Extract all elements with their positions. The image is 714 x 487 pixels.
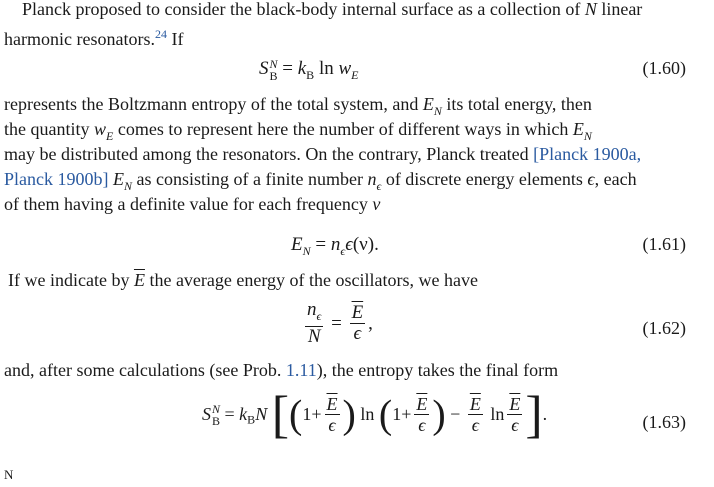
- denominator: ϵ: [418, 415, 426, 435]
- ln-operator: ln: [490, 404, 505, 424]
- one: 1: [302, 404, 312, 424]
- text: comes to represent here the number of different ways in which: [113, 119, 573, 139]
- fraction: [468, 394, 483, 435]
- sub: B: [247, 412, 256, 427]
- text: harmonic resonators.: [4, 29, 155, 49]
- sub: ϵ: [376, 179, 382, 193]
- left-bracket: [: [271, 386, 290, 444]
- text: , each: [594, 169, 637, 189]
- problem-1-11-link[interactable]: 1.11: [285, 360, 317, 380]
- paragraph-1-line-2: [4, 22, 686, 52]
- text: as consisting of a finite number: [136, 169, 368, 189]
- equation-1-60: [0, 56, 714, 96]
- fraction: [325, 394, 340, 435]
- equation-number: (1.63): [642, 412, 686, 432]
- text: of them having a definite value for each frequency: [4, 194, 373, 214]
- equation-1-61: [0, 232, 714, 272]
- text: the average energy of the oscillators, we have: [149, 270, 478, 290]
- equals-sign: =: [331, 313, 342, 334]
- left-paren: (: [289, 391, 303, 437]
- entropy-symbol: S: [259, 58, 269, 79]
- equation-1-60-body: [259, 56, 359, 88]
- denominator: ϵ: [471, 415, 479, 435]
- sub: E: [351, 68, 359, 82]
- nu-symbol: ν: [372, 194, 381, 214]
- equals-sign: =: [224, 404, 235, 424]
- sub: ϵ: [340, 244, 346, 258]
- text: its total energy, then: [441, 94, 592, 114]
- E-symbol: E: [422, 94, 434, 114]
- left-paren: (: [378, 391, 393, 437]
- E-symbol: E: [291, 234, 303, 255]
- ln-operator: ln: [360, 404, 375, 424]
- fraction: [507, 394, 522, 435]
- text: represents the Boltzmann entropy of the total system, and: [4, 94, 423, 114]
- right-paren: ): [342, 391, 356, 437]
- sub-sup: [212, 403, 220, 427]
- sub: B: [269, 69, 278, 83]
- denominator: ϵ: [353, 323, 362, 344]
- citation-planck-1900a-link[interactable]: Planck 1900a: [539, 144, 637, 164]
- numerator: $\overline{E}$: [469, 394, 481, 414]
- equation-number: (1.62): [642, 318, 686, 338]
- variable-N: N: [584, 0, 597, 19]
- sup: N: [212, 401, 221, 416]
- sub: B: [306, 68, 315, 82]
- paragraph-4-line-1: [4, 358, 686, 383]
- sup: N: [269, 57, 278, 71]
- equation-1-63: [0, 386, 714, 452]
- paragraph-2-line-5: [4, 192, 686, 217]
- text: Planck proposed to consider the black-body internal surface as a collection of: [22, 0, 581, 19]
- sub: B: [212, 413, 221, 428]
- denominator: ϵ: [328, 415, 336, 435]
- sub-sup: [270, 58, 278, 82]
- equation-number: (1.61): [642, 234, 686, 254]
- text: If: [171, 29, 184, 49]
- w-symbol: w: [338, 58, 352, 79]
- N-symbol: N: [255, 404, 268, 424]
- equals-sign: =: [315, 234, 327, 255]
- period: .: [542, 404, 548, 424]
- w-symbol: w: [93, 119, 106, 139]
- denominator: ϵ: [511, 415, 519, 435]
- n-symbol: n: [330, 234, 341, 255]
- text: ), the entropy takes the final form: [316, 360, 559, 380]
- cut-off-text: N: [4, 467, 14, 482]
- text: may be distributed among the resonators. On the contrary, Planck treated: [4, 144, 534, 164]
- plus-sign: +: [401, 404, 412, 424]
- sub: N: [433, 104, 442, 118]
- sub: N: [124, 179, 133, 193]
- boltzmann-k: k: [297, 58, 307, 79]
- equals-sign: =: [282, 58, 293, 79]
- text: of discrete energy elements: [385, 169, 588, 189]
- one: 1: [392, 404, 402, 424]
- entropy-symbol: S: [202, 404, 211, 424]
- ln-operator: ln: [318, 58, 334, 79]
- paragraph-3-line-1: [4, 268, 686, 293]
- equation-1-63-body: [202, 386, 548, 444]
- boltzmann-k: k: [239, 404, 248, 424]
- minus-sign: −: [450, 404, 461, 424]
- right-paren: ): [432, 391, 446, 437]
- n-symbol: n: [307, 299, 317, 320]
- n-symbol: n: [367, 169, 377, 189]
- epsilon-symbol: ϵ: [345, 234, 353, 255]
- text: If we indicate by: [8, 270, 130, 290]
- equation-number: (1.60): [642, 58, 686, 78]
- text: linear: [601, 0, 643, 19]
- sub: E: [106, 129, 114, 143]
- sub: N: [583, 129, 592, 143]
- E-symbol: E: [113, 169, 124, 189]
- citation-planck-1900b-link[interactable]: Planck 1900b: [4, 169, 103, 189]
- fraction-left: [305, 300, 323, 347]
- cite-separator: ,: [636, 144, 642, 164]
- E-symbol: E: [572, 119, 584, 139]
- argument: (ν).: [352, 234, 379, 255]
- cite-bracket: ]: [102, 169, 109, 189]
- right-bracket: ]: [525, 386, 543, 444]
- footnote-24-link[interactable]: 24: [154, 27, 167, 41]
- sub: N: [302, 244, 311, 258]
- numerator: $\overline{E}$: [416, 394, 428, 414]
- fraction: [414, 394, 429, 435]
- paragraph-1-line-1: [4, 0, 686, 22]
- plus-sign: +: [311, 404, 322, 424]
- sub: ϵ: [316, 309, 322, 323]
- paragraph-2-line-3: [4, 142, 686, 167]
- epsilon-symbol: ϵ: [587, 169, 595, 189]
- numerator: $\overline{E}$: [351, 302, 364, 323]
- equation-1-62-body: [302, 300, 373, 347]
- denominator: N: [307, 326, 321, 347]
- fraction-right: [350, 303, 366, 344]
- equation-1-61-body: [291, 232, 379, 264]
- numerator: $\overline{E}$: [509, 394, 521, 414]
- numerator: [305, 300, 323, 327]
- text: and, after some calculations (see Prob.: [4, 360, 282, 380]
- E-bar-symbol: $\overline{E}$: [133, 270, 145, 290]
- numerator: $\overline{E}$: [326, 394, 338, 414]
- comma: ,: [368, 313, 373, 334]
- cite-bracket: [: [533, 144, 540, 164]
- equation-1-62: [0, 300, 714, 356]
- text: the quantity: [4, 119, 94, 139]
